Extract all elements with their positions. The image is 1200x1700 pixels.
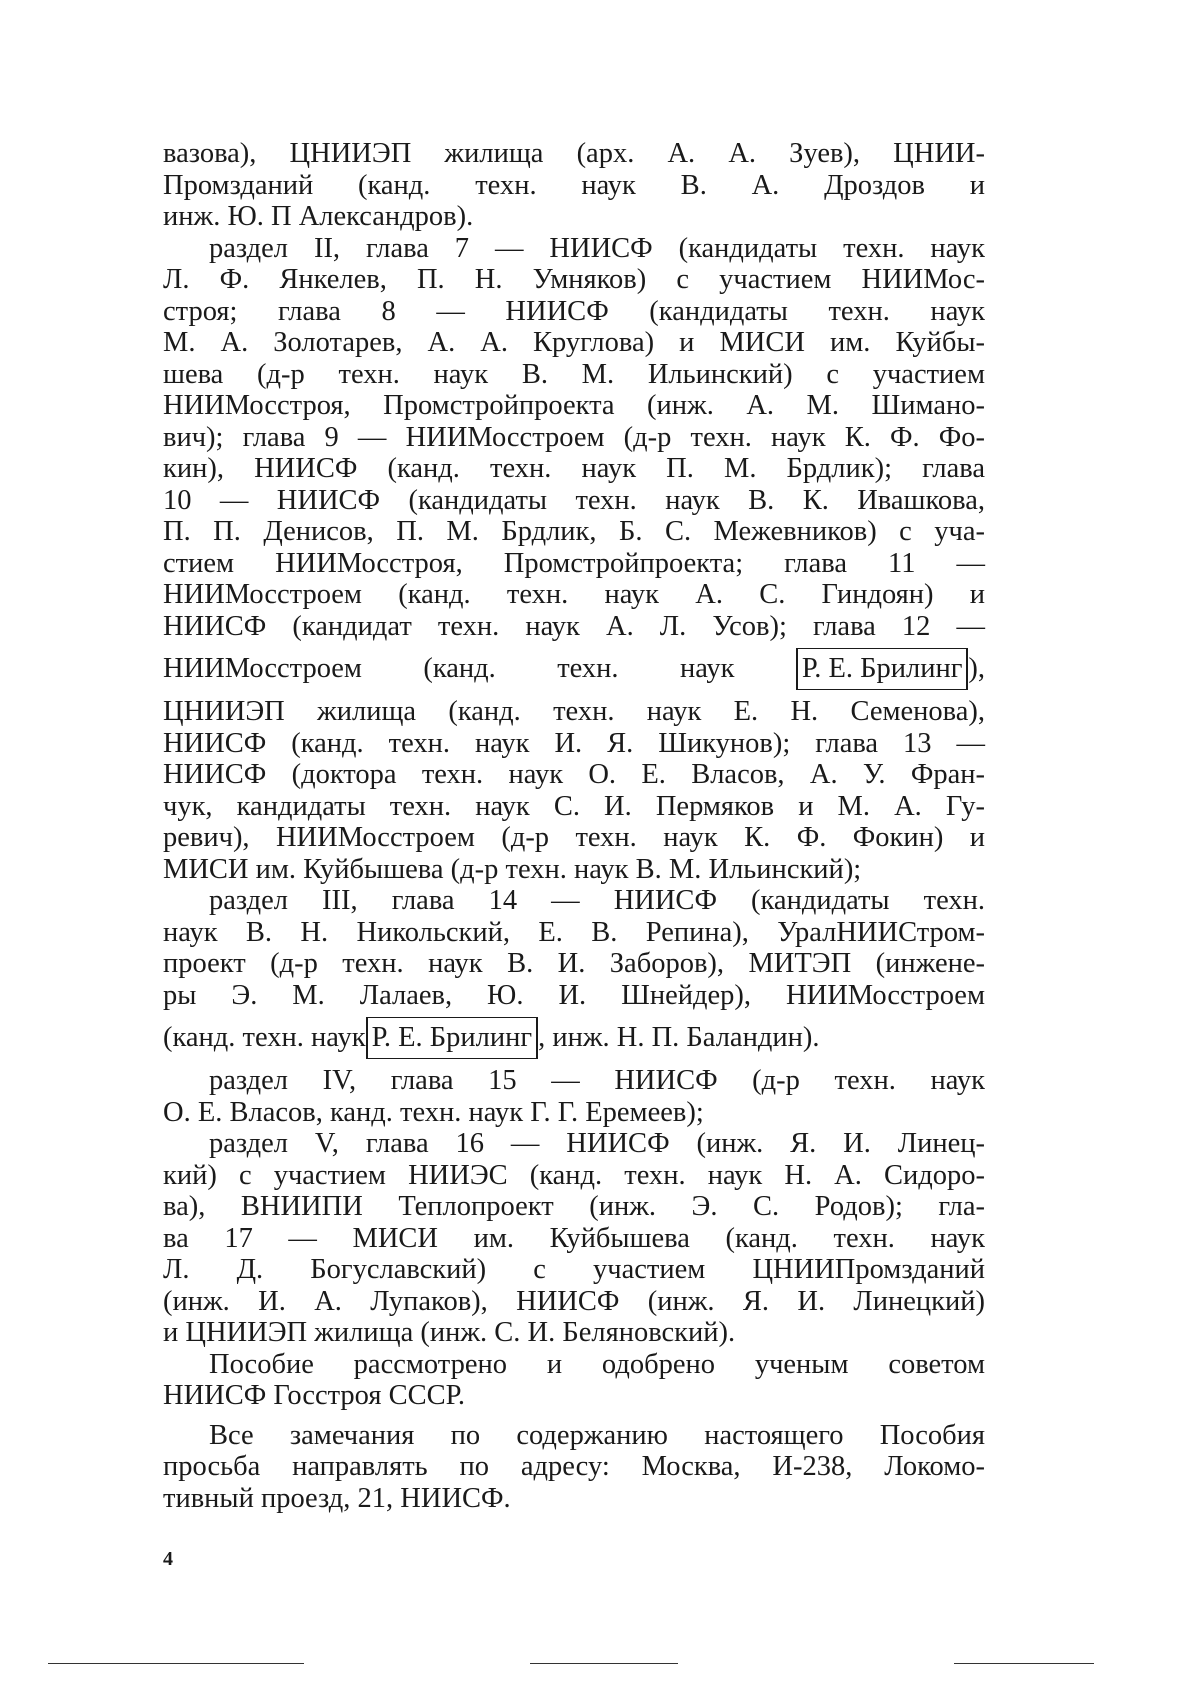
text-line: просьба направлять по адресу: Москва, И-238, Локомо- [163,1451,985,1482]
text-line: ва), ВНИИПИ Теплопроект (инж. Э. С. Родов); гла- [163,1191,985,1222]
text-line: строя; глава 8 — НИИСФ (кандидаты техн. наук [163,295,985,327]
text-line: НИИСФ Госстроя СССР. [163,1380,466,1411]
text-line: инж. Ю. П Александров). [163,201,474,232]
text-line: ЦНИИЭП жилища (канд. техн. наук Е. Н. Семенова), [163,696,985,727]
text-line: Пособие рассмотрено и одобрено ученым советом [209,1348,985,1380]
text-line-with-boxed-name [163,642,985,696]
page-number: 4 [163,1548,173,1570]
text-segment: ), [968,653,986,684]
footer-rule-right [954,1663,1094,1664]
text-line: раздел III, глава 14 — НИИСФ (кандидаты техн. [209,885,985,916]
text-line: М. А. Золотарев, А. А. Круглова) и МИСИ им. Куйбы- [163,327,985,358]
text-line: стием НИИМосстроя, Промстройпроекта; глава 11 — [163,547,985,579]
text-line: тивный проезд, 21, НИИСФ. [163,1482,511,1514]
body-text [163,138,985,1514]
text-line: раздел IV, глава 15 — НИИСФ (д-р техн. наук [209,1065,985,1096]
text-line: НИИСФ (кандидат техн. наук А. Л. Усов); глава 12 — [163,610,985,642]
text-line: НИИМосстроя, Промстройпроекта (инж. А. М. Шимано- [163,390,985,421]
text-line: МИСИ им. Куйбышева (д-р техн. наук В. М. Ильинский); [163,853,862,885]
text-line: вазова), ЦНИИЭП жилища (арх. А. А. Зуев), ЦНИИ- [163,138,985,169]
text-line: шева (д-р техн. наук В. М. Ильинский) с участием [163,358,985,390]
text-line: О. Е. Власов, канд. техн. наук Г. Г. Еремеев); [163,1096,704,1128]
text-line: кий) с участием НИИЭС (канд. техн. наук Н. А. Сидоро- [163,1159,985,1191]
text-line: кин), НИИСФ (канд. техн. наук П. М. Брдлик); глава [163,453,985,484]
boxed-name: Р. Е. Брилинг [366,1017,538,1059]
text-segment: , инж. Н. П. Баландин). [538,1022,820,1053]
text-line: Л. Ф. Янкелев, П. Н. Умняков) с участием НИИМос- [163,264,985,295]
text-line: НИИСФ (канд. техн. наук И. Я. Шикунов); глава 13 — [163,727,985,759]
boxed-name: Р. Е. Брилинг [796,648,968,690]
text-line: вич); глава 9 — НИИМосстроем (д-р техн. наук К. Ф. Фо- [163,421,985,453]
footer-rule-left [48,1663,304,1664]
text-line: Л. Д. Богуславский) с участием ЦНИИПромзданий [163,1254,985,1285]
text-line: Все замечания по содержанию настоящего Пособия [209,1419,985,1451]
text-line: чук, кандидаты техн. наук С. И. Пермяков и М. А. Гу- [163,790,985,822]
text-line-with-boxed-name [163,1011,985,1065]
text-line: Промзданий (канд. техн. наук В. А. Дроздов и [163,169,985,201]
text-line: П. П. Денисов, П. М. Брдлик, Б. С. Межевников) с уча- [163,516,985,547]
text-line: ры Э. М. Лалаев, Ю. И. Шнейдер), НИИМосстроем [163,979,985,1011]
text-line: ва 17 — МИСИ им. Куйбышева (канд. техн. наук [163,1222,985,1254]
text-line: проект (д-р техн. наук В. И. Заборов), МИТЭП (инжене- [163,948,985,979]
text-line: ревич), НИИМосстроем (д-р техн. наук К. Ф. Фокин) и [163,822,985,853]
text-segment: (канд. техн. наук [163,1022,366,1053]
text-line: и ЦНИИЭП жилища (инж. С. И. Беляновский). [163,1317,736,1348]
text-segment: НИИМосстроем (канд. техн. наук [163,653,735,684]
text-line: наук В. Н. Никольский, Е. В. Репина), УралНИИСтром- [163,916,985,948]
text-line: раздел II, глава 7 — НИИСФ (кандидаты техн. наук [209,232,985,264]
text-line: НИИСФ (доктора техн. наук О. Е. Власов, А. У. Фран- [163,759,985,790]
footer-rule-center [530,1663,678,1664]
text-line: раздел V, глава 16 — НИИСФ (инж. Я. И. Линец- [209,1128,985,1159]
text-line: 10 — НИИСФ (кандидаты техн. наук В. К. Ивашкова, [163,484,985,516]
text-line: НИИМосстроем (канд. техн. наук А. С. Гиндоян) и [163,579,985,610]
text-line: (инж. И. А. Лупаков), НИИСФ (инж. Я. И. Линецкий) [163,1285,985,1317]
